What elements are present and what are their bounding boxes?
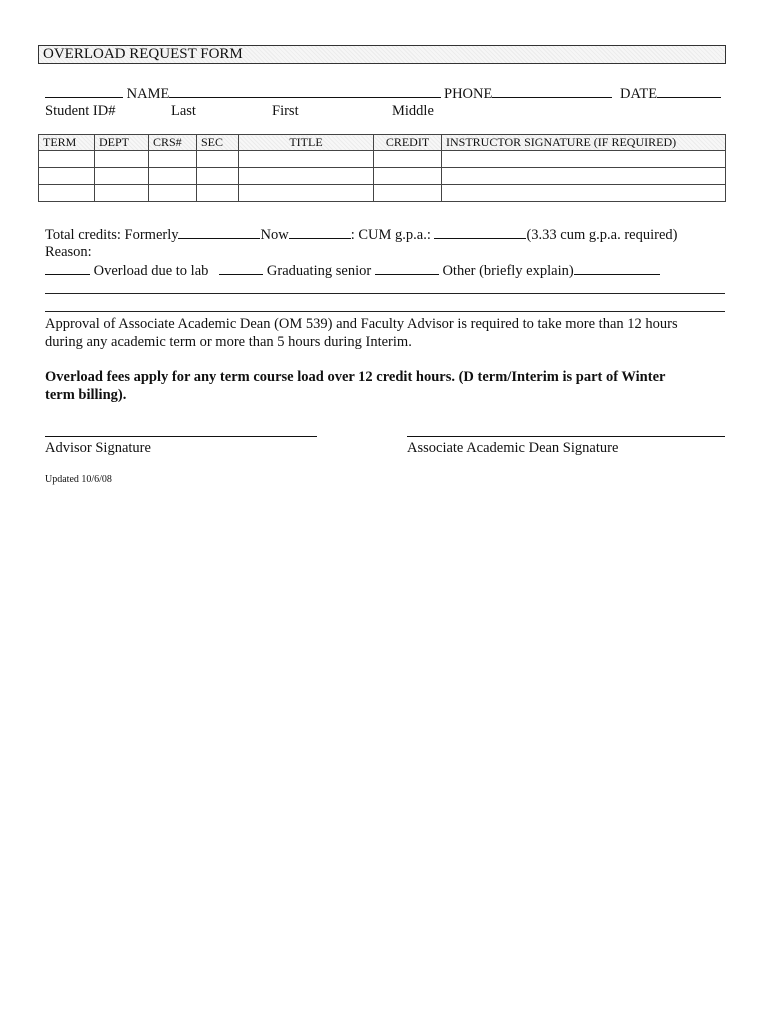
last-label: Last — [171, 103, 196, 119]
table-row — [39, 168, 726, 185]
reason-options-row — [45, 262, 660, 280]
table-row — [39, 185, 726, 202]
name-row — [45, 85, 441, 103]
date-row — [620, 85, 721, 103]
course-table — [38, 134, 726, 202]
cell-sec[interactable] — [197, 151, 239, 168]
cell-instructor-signature[interactable] — [442, 151, 726, 168]
cum-gpa-label: : CUM g.p.a.: — [350, 227, 431, 243]
phone-field[interactable] — [492, 85, 612, 98]
cell-instructor-signature[interactable] — [442, 185, 726, 202]
cell-credit[interactable] — [374, 168, 442, 185]
cell-sec[interactable] — [197, 168, 239, 185]
cell-crs[interactable] — [149, 151, 197, 168]
col-crs: CRS# — [149, 135, 197, 151]
other-label: Other (briefly explain) — [442, 263, 574, 279]
col-instructor-signature: INSTRUCTOR SIGNATURE (IF REQUIRED) — [442, 135, 726, 151]
senior-label: Graduating senior — [266, 263, 372, 279]
cell-credit[interactable] — [374, 151, 442, 168]
col-term: TERM — [39, 135, 95, 151]
student-id-field[interactable] — [45, 85, 123, 98]
phone-label: PHONE — [444, 86, 493, 102]
date-label: DATE — [620, 86, 658, 102]
col-dept: DEPT — [95, 135, 149, 151]
fees-text-line-1: Overload fees apply for any term course load over 12 credit hours. (D term/Interim is part of Winter — [45, 369, 666, 385]
cell-term[interactable] — [39, 151, 95, 168]
cum-gpa-field[interactable] — [434, 226, 526, 239]
advisor-signature-label: Advisor Signature — [45, 440, 151, 456]
first-label: First — [272, 103, 299, 119]
dean-signature-line[interactable] — [407, 436, 725, 437]
explain-line-1[interactable] — [45, 293, 725, 294]
cell-term[interactable] — [39, 185, 95, 202]
name-field[interactable] — [169, 85, 441, 98]
approval-text-line-1: Approval of Associate Academic Dean (OM 539) and Faculty Advisor is required to take more than 12 hours — [45, 316, 678, 332]
updated-date: Updated 10/6/08 — [45, 474, 112, 485]
form-title: OVERLOAD REQUEST FORM — [43, 46, 243, 62]
senior-checkbox-line[interactable] — [219, 262, 263, 275]
cell-title[interactable] — [239, 168, 374, 185]
cell-credit[interactable] — [374, 185, 442, 202]
other-explain-field[interactable] — [574, 262, 660, 275]
now-label: Now — [260, 227, 289, 243]
cell-dept[interactable] — [95, 151, 149, 168]
cell-title[interactable] — [239, 185, 374, 202]
now-field[interactable] — [289, 226, 351, 239]
reason-label: Reason: — [45, 244, 92, 260]
formerly-field[interactable] — [178, 226, 260, 239]
table-header-row — [39, 135, 726, 151]
cell-crs[interactable] — [149, 168, 197, 185]
total-credits-label: Total credits: Formerly — [45, 227, 179, 243]
col-sec: SEC — [197, 135, 239, 151]
date-field[interactable] — [657, 85, 721, 98]
cell-crs[interactable] — [149, 185, 197, 202]
cell-term[interactable] — [39, 168, 95, 185]
middle-label: Middle — [392, 103, 434, 119]
form-title-box — [38, 45, 726, 64]
total-credits-row — [45, 226, 677, 244]
cell-instructor-signature[interactable] — [442, 168, 726, 185]
other-checkbox-line[interactable] — [375, 262, 439, 275]
cell-dept[interactable] — [95, 185, 149, 202]
student-id-label: Student ID# — [45, 103, 116, 119]
fees-text-line-2: term billing). — [45, 387, 127, 403]
col-title: TITLE — [239, 135, 374, 151]
dean-signature-label: Associate Academic Dean Signature — [407, 440, 619, 456]
cell-sec[interactable] — [197, 185, 239, 202]
table-row — [39, 151, 726, 168]
name-label: NAME — [126, 86, 170, 102]
gpa-required-note: (3.33 cum g.p.a. required) — [526, 227, 678, 243]
cell-dept[interactable] — [95, 168, 149, 185]
cell-title[interactable] — [239, 151, 374, 168]
phone-row — [444, 85, 612, 103]
lab-checkbox-line[interactable] — [45, 262, 90, 275]
lab-label: Overload due to lab — [93, 263, 209, 279]
col-credit: CREDIT — [374, 135, 442, 151]
approval-text-line-2: during any academic term or more than 5 hours during Interim. — [45, 334, 412, 350]
advisor-signature-line[interactable] — [45, 436, 317, 437]
explain-line-2[interactable] — [45, 311, 725, 312]
